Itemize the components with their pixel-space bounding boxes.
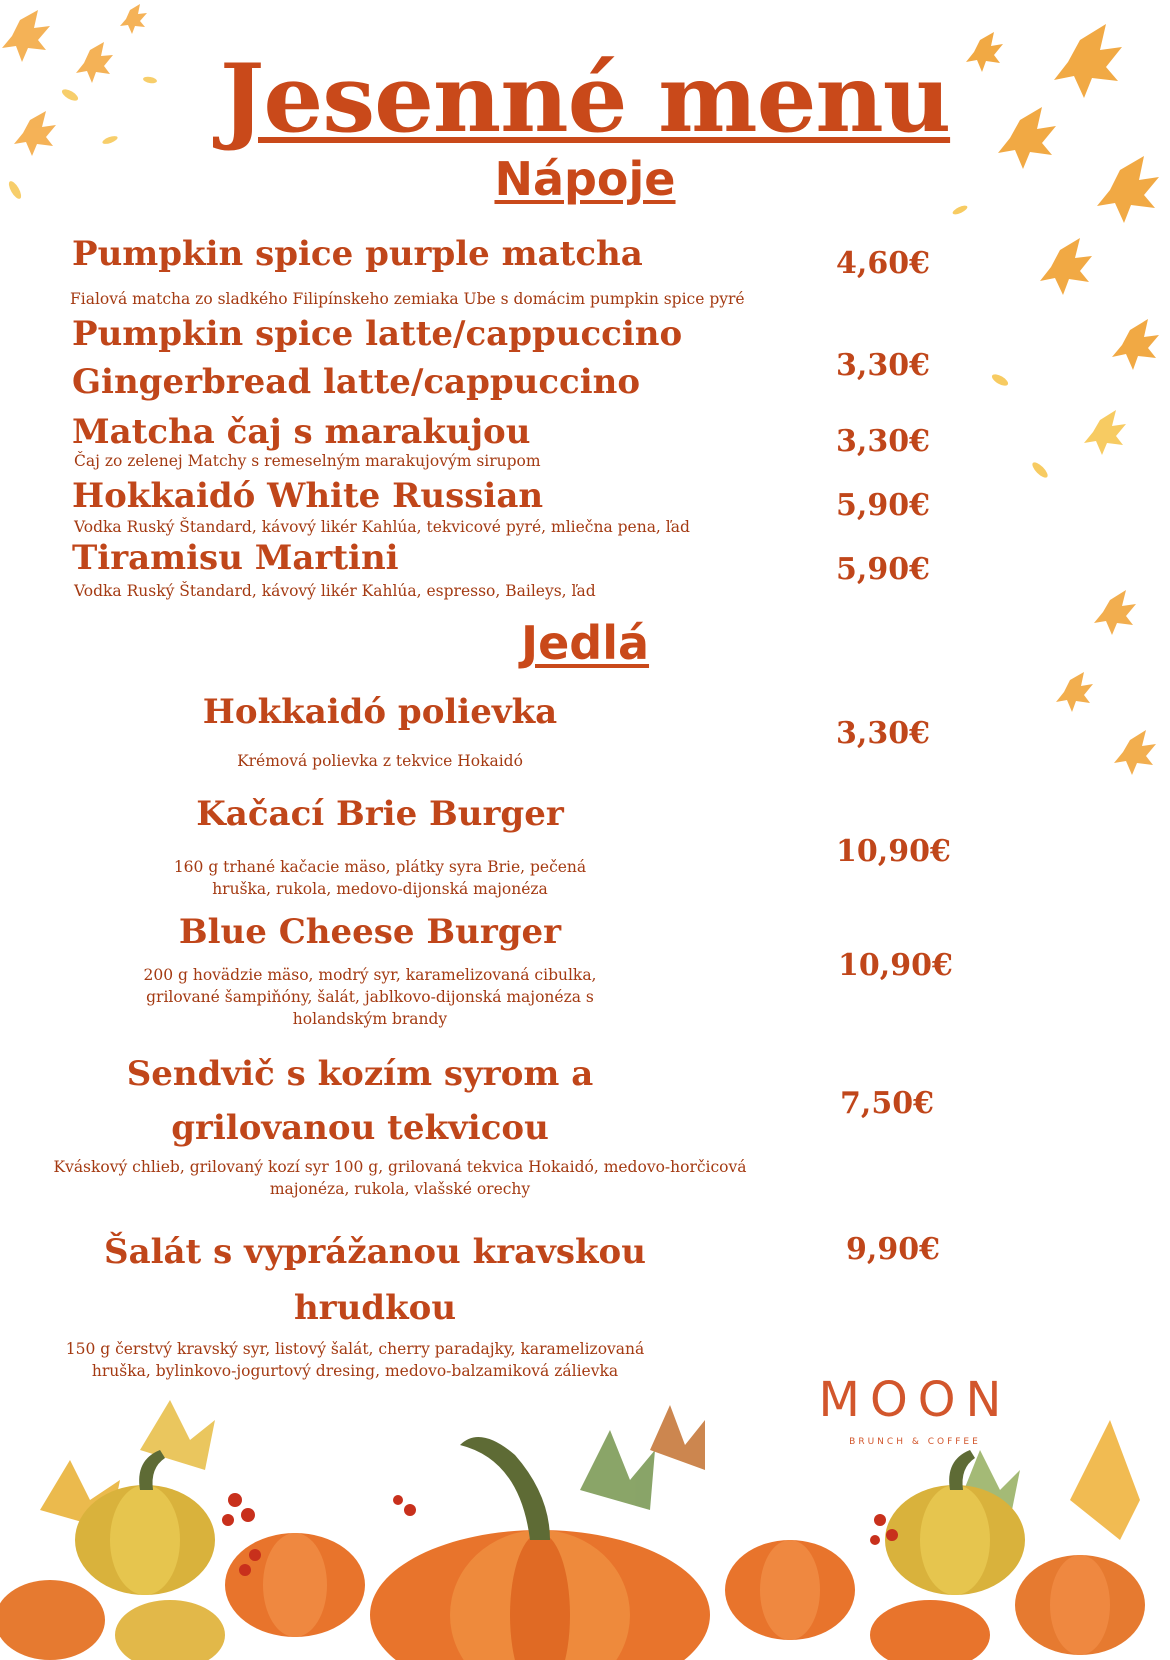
food-price-hokkaido-soup: 3,30€: [836, 716, 930, 751]
food-desc-duck-brie-burger-line2: hruška, rukola, medovo-dijonská majonéza: [212, 880, 548, 898]
food-desc-goat-cheese-sandwich-line1: Kváskový chlieb, grilovaný kozí syr 100 g, grilovaná tekvica Hokaidó, medovo-horčicová: [53, 1158, 747, 1176]
drink-price-white-russian: 5,90€: [836, 488, 930, 523]
food-desc-fried-cheese-salad-line1: 150 g čerstvý kravský syr, listový šalát, cherry paradajky, karamelizovaná: [65, 1340, 645, 1358]
food-name-blue-cheese-burger: Blue Cheese Burger: [178, 912, 562, 952]
brand-tagline: BRUNCH & COFFEE: [849, 1437, 981, 1447]
drink-price-matcha-tea: 3,30€: [836, 424, 930, 459]
food-name-goat-cheese-sandwich-line1: Sendvič s kozím syrom a: [126, 1054, 594, 1094]
autumn-leaves-right-decoration: [1050, 560, 1170, 820]
food-price-blue-cheese-burger: 10,90€: [838, 948, 953, 983]
brand-logo: MOON: [818, 1372, 1012, 1428]
food-desc-fried-cheese-salad-line2: hruška, bylinkovo-jogurtový dresing, medovo-balzamiková zálievka: [91, 1362, 619, 1380]
pumpkin-border-decoration: [0, 1390, 1170, 1660]
drink-desc-matcha-tea: Čaj zo zelenej Matchy s remeselným marakujovým sirupom: [74, 452, 541, 470]
food-desc-goat-cheese-sandwich-line2: majonéza, rukola, vlašské orechy: [269, 1180, 531, 1198]
food-desc-hokkaido-soup: Krémová polievka z tekvice Hokaidó: [237, 752, 523, 770]
food-desc-blue-cheese-burger-line1: 200 g hovädzie mäso, modrý syr, karamelizovaná cibulka,: [143, 966, 597, 984]
food-price-fried-cheese-salad: 9,90€: [846, 1232, 940, 1267]
food-name-fried-cheese-salad-line2: hrudkou: [293, 1288, 457, 1328]
food-name-fried-cheese-salad-line1: Šalát s vyprážanou kravskou: [104, 1232, 646, 1272]
drink-name-pumpkin-spice-latte: Pumpkin spice latte/cappuccino: [72, 314, 683, 354]
food-name-duck-brie-burger: Kačací Brie Burger: [196, 794, 564, 834]
drink-desc-tiramisu-martini: Vodka Ruský Štandard, kávový likér Kahlúa, espresso, Baileys, ľad: [74, 582, 596, 600]
drink-name-pumpkin-purple-matcha: Pumpkin spice purple matcha: [72, 234, 643, 274]
food-price-duck-brie-burger: 10,90€: [836, 834, 951, 869]
section-heading-drinks: Nápoje: [494, 152, 676, 206]
drink-price-pumpkin-purple-matcha: 4,60€: [836, 246, 930, 281]
drink-name-tiramisu-martini: Tiramisu Martini: [72, 538, 399, 578]
food-desc-blue-cheese-burger-line2: grilované šampiňóny, šalát, jablkovo-dijonská majonéza s: [146, 988, 594, 1006]
menu-title: Jesenné menu: [219, 44, 951, 154]
section-heading-food: Jedlá: [520, 616, 650, 670]
drink-name-matcha-tea: Matcha čaj s marakujou: [72, 412, 531, 452]
drink-price-tiramisu-martini: 5,90€: [836, 552, 930, 587]
drink-name-gingerbread-latte: Gingerbread latte/cappuccino: [72, 362, 641, 402]
drink-desc-white-russian: Vodka Ruský Štandard, kávový likér Kahlúa, tekvicové pyré, mliečna pena, ľad: [74, 518, 690, 536]
food-desc-blue-cheese-burger-line3: holandským brandy: [292, 1010, 448, 1028]
drink-name-white-russian: Hokkaidó White Russian: [72, 476, 544, 516]
food-name-hokkaido-soup: Hokkaidó polievka: [202, 692, 558, 732]
food-desc-duck-brie-burger-line1: 160 g trhané kačacie mäso, plátky syra Brie, pečená: [173, 858, 587, 876]
food-price-goat-cheese-sandwich: 7,50€: [840, 1086, 934, 1121]
drink-desc-pumpkin-purple-matcha: Fialová matcha zo sladkého Filipínskeho zemiaka Ube s domácim pumpkin spice pyré: [70, 290, 745, 308]
drink-price-latte: 3,30€: [836, 348, 930, 383]
food-name-goat-cheese-sandwich-line2: grilovanou tekvicou: [171, 1108, 549, 1148]
